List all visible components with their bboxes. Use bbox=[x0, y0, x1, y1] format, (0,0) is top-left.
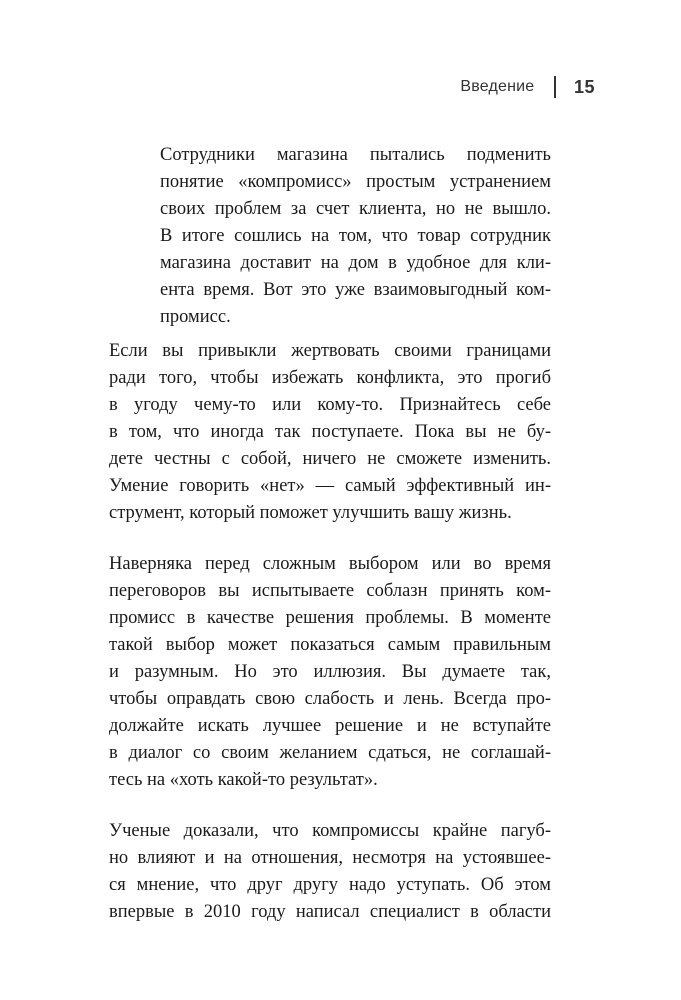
paragraph bbox=[109, 551, 551, 794]
text-line: Ученые доказали, что компромиссы крайне пагуб- bbox=[109, 821, 551, 841]
header-divider bbox=[554, 76, 556, 98]
text-line: Если вы привыкли жертвовать своими границами bbox=[109, 341, 551, 361]
text-line: Сотрудники магазина пытались подменить bbox=[160, 145, 551, 165]
text-line: ради того, чтобы избежать конфликта, это прогиб bbox=[109, 368, 551, 388]
text-line: Наверняка перед сложным выбором или во время bbox=[109, 554, 551, 574]
paragraph bbox=[109, 818, 551, 926]
text-line: впервые в 2010 году написал специалист в области bbox=[109, 902, 551, 922]
text-line: Умение говорить «нет» — самый эффективный ин- bbox=[109, 476, 551, 496]
text-line: в угоду чему-то или кому-то. Признайтесь себе bbox=[109, 395, 551, 415]
text-line: в том, что иногда так поступаете. Пока вы не бу- bbox=[109, 422, 551, 442]
text-line: такой выбор может показаться самым правильным bbox=[109, 635, 551, 655]
text-line: чтобы оправдать свою слабость и лень. Всегда про- bbox=[109, 689, 551, 709]
quote-paragraph bbox=[160, 142, 551, 331]
text-line: понятие «компромисс» простым устранением bbox=[160, 172, 551, 192]
body-paragraph-3 bbox=[109, 818, 551, 926]
text-line: промисс в качестве решения проблемы. В моменте bbox=[109, 608, 551, 628]
text-line: ся мнение, что друг другу надо уступать. Об этом bbox=[109, 875, 551, 895]
page-number: 15 bbox=[573, 76, 595, 97]
text-line: ента время. Вот это уже взаимовыгодный ком- bbox=[160, 280, 551, 300]
text-line: и разумным. Но это иллюзия. Вы думаете так, bbox=[109, 662, 551, 682]
text-line: своих проблем за счет клиента, но не вышло. bbox=[160, 199, 551, 219]
text-line: В итоге сошлись на том, что товар сотрудник bbox=[160, 226, 551, 246]
text-line: но влияют и на отношения, несмотря на устоявшее- bbox=[109, 848, 551, 868]
text-line: дете честны с собой, ничего не сможете изменить. bbox=[109, 449, 551, 469]
running-head bbox=[460, 74, 595, 100]
section-title: Введение bbox=[460, 78, 535, 95]
example-quote bbox=[160, 142, 551, 331]
text-line: промисс. bbox=[160, 307, 231, 327]
text-line: переговоров вы испытываете соблазн принять ком- bbox=[109, 581, 551, 601]
paragraph bbox=[109, 338, 551, 527]
body-paragraph-2 bbox=[109, 551, 551, 794]
text-line: магазина доставит на дом в удобное для кли- bbox=[160, 253, 551, 273]
text-line: должайте искать лучшее решение и не вступайте bbox=[109, 716, 551, 736]
text-line: в диалог со своим желанием сдаться, не соглашай- bbox=[109, 743, 551, 763]
body-paragraph-1 bbox=[109, 338, 551, 527]
text-line: тесь на «хоть какой-то результат». bbox=[109, 770, 378, 790]
text-line: струмент, который поможет улучшить вашу жизнь. bbox=[109, 503, 512, 523]
